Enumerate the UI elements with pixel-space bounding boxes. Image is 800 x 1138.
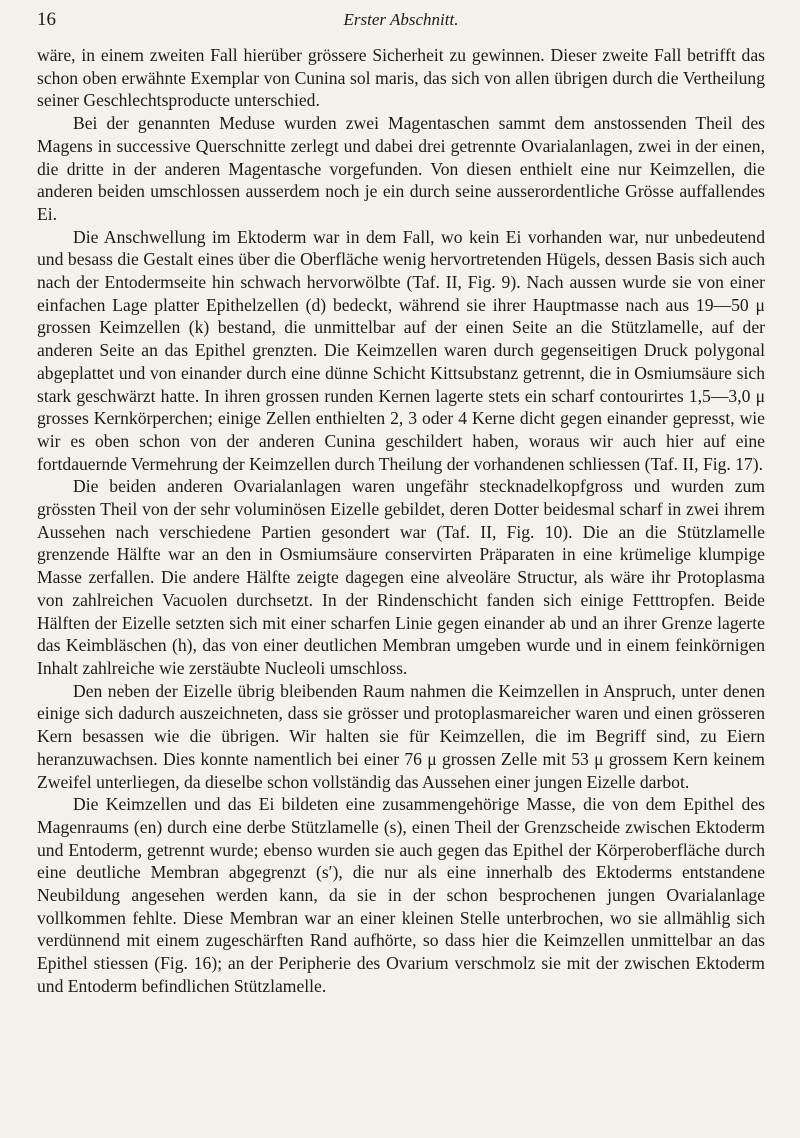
paragraph-6: Die Keimzellen und das Ei bildeten eine zusammengehörige Masse, die von dem Epithel des Magenraums (en) durch eine derbe Stützlamelle (s), einen Theil der Grenzscheide zwischen Ektoderm und Entoderm, getrennt wurde; ebenso wurden sie auch gegen das Epithel der Körperoberfläche durch eine deutliche Membran abgegrenzt (s′), die nur als eine innerhalb des Ektoderms entstandene Neubildung angesehen werden kann, da sie in der schon besprochenen jungen Ovarialanlage vollkommen fehlte. Diese Membran war an einer kleinen Stelle unterbrochen, wo sie allmählig sich verdünnend mit einem zugeschärften Rand aufhörte, so dass hier die Keimzellen unmittelbar an das Epithel stiessen (Fig. 16); an der Peripherie des Ovarium verschmolz sie mit der zwischen Ektoderm und Entoderm befindlichen Stützlamelle.	[37, 794, 765, 996]
running-head: Erster Abschnitt.	[343, 10, 459, 29]
paragraph-5: Den neben der Eizelle übrig bleibenden Raum nahmen die Keimzellen in Anspruch, unter denen einige sich dadurch auszeichneten, dass sie grösser und protoplasmareicher waren und einen grösseren Kern besassen wie die übrigen. Wir halten sie für Keimzellen, die im Begriff sind, zu Eiern heranzuwachsen. Dies konnte namentlich bei einer 76 μ grossen Zelle mit 53 μ grossem Kern keinem Zweifel unterliegen, da dieselbe schon vollständig das Aussehen einer jungen Eizelle darbot.	[37, 680, 765, 792]
paragraph-1: wäre, in einem zweiten Fall hierüber grössere Sicherheit zu gewinnen. Dieser zweite Fall betrifft das schon oben erwähnte Exemplar von Cunina sol maris, das sich von allen übrigen durch die Vertheilung seiner Geschlechtsproducte unterschied.	[37, 45, 765, 111]
page-number: 16	[37, 9, 56, 30]
paragraph-2: Bei der genannten Meduse wurden zwei Magentaschen sammt dem anstossenden Theil des Magens in successive Querschnitte zerlegt und dabei drei getrennte Ovarialanlagen, zwei in der einen, die dritte in der anderen Magentasche vorgefunden. Von diesen enthielt eine nur Keimzellen, die anderen beiden umschlossen ausserdem noch je ein durch seine ausserordentliche Grösse auffallendes Ei.	[37, 113, 765, 224]
paragraph-4: Die beiden anderen Ovarialanlagen waren ungefähr stecknadelkopfgross und wurden zum grössten Theil von der sehr voluminösen Eizelle gebildet, deren Dotter beidesmal scharf in zwei ihrem Aussehen nach verschiedene Partien gesondert war (Taf. II, Fig. 10). Die an die Stützlamelle grenzende Hälfte war an den in Osmiumsäure conservirten Präparaten in eine krümelige klumpige Masse zerfallen. Die andere Hälfte zeigte dagegen eine alveoläre Structur, als wäre ihr Protoplasma von zahlreichen Vacuolen durchsetzt. In der Rindenschicht fanden sich einige Fetttropfen. Beide Hälften der Eizelle setzten sich mit einer scharfen Linie gegen einander ab und an ihrer Grenze lagerte das Keimbläschen (h), das von einer deutlichen Membran umgeben wurde und in einem feinkörnigen Inhalt zahlreiche wie zerstäubte Nucleoli umschloss.	[37, 476, 765, 678]
page-header	[37, 9, 765, 33]
body-text	[37, 44, 765, 998]
paragraph-3: Die Anschwellung im Ektoderm war in dem Fall, wo kein Ei vorhanden war, nur unbedeutend und besass die Gestalt eines über die Oberfläche wenig hervortretenden Hügels, dessen Basis sich auch nach der Entodermseite hin schwach hervorwölbte (Taf. II, Fig. 9). Nach aussen wurde sie von einer einfachen Lage platter Epithelzellen (d) bedeckt, während sie ihrer Hauptmasse nach aus 19—50 μ grossen Keimzellen (k) bestand, die unmittelbar auf der einen Seite an die Stützlamelle, auf der anderen Seite an das Epithel grenzten. Die Keimzellen waren durch gegenseitigen Druck polygonal abgeplattet und von einander durch eine dünne Schicht Kittsubstanz getrennt, die in Osmiumsäure sich stark geschwärzt hatte. In ihren grossen runden Kernen lagerte stets ein scharf contourirtes 1,5—3,0 μ grosses Kernkörperchen; einige Zellen enthielten 2, 3 oder 4 Kerne dicht gegen einander gepresst, wie wir es oben schon von der anderen Cunina geschildert haben, woraus wir auch hier auf eine fortdauernde Vermehrung der Keimzellen durch Theilung der vorhandenen schliessen (Taf. II, Fig. 17).	[37, 226, 765, 474]
